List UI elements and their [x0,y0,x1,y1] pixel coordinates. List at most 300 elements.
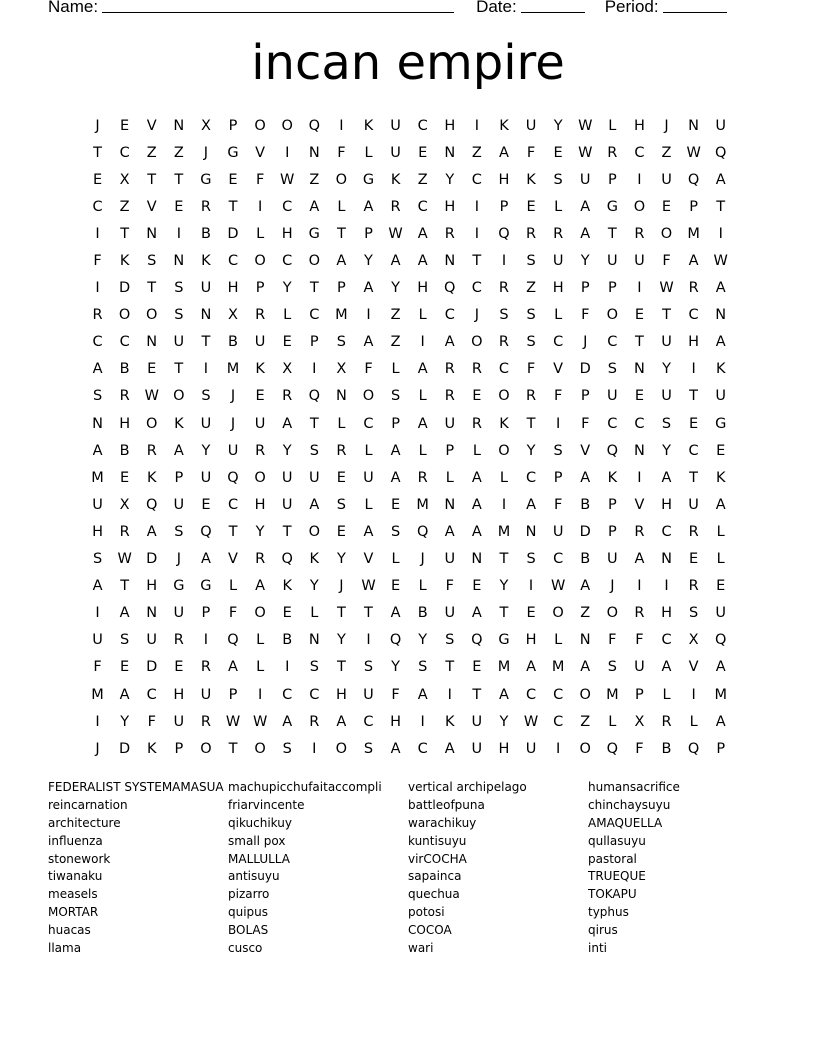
grid-cell[interactable]: W [225,713,241,730]
grid-cell[interactable]: Y [499,713,509,730]
grid-cell[interactable]: H [173,686,185,703]
grid-cell[interactable]: Z [526,280,537,297]
grid-cell[interactable]: S [282,740,292,757]
grid-cell[interactable]: J [176,551,181,568]
grid-cell[interactable]: C [525,469,537,486]
grid-cell[interactable]: A [580,469,591,486]
grid-cell[interactable]: T [662,307,671,324]
grid-cell[interactable]: R [200,659,211,676]
grid-cell[interactable]: F [228,605,238,622]
grid-cell[interactable]: U [254,415,266,432]
grid-cell[interactable]: L [391,551,400,568]
grid-cell[interactable]: I [366,307,371,324]
grid-cell[interactable]: W [578,144,593,161]
grid-cell[interactable]: T [472,253,482,270]
grid-cell[interactable]: A [363,198,374,215]
grid-cell[interactable]: I [95,280,100,297]
grid-cell[interactable]: E [526,198,536,215]
grid-cell[interactable]: Q [606,442,619,459]
grid-cell[interactable]: T [689,469,699,486]
grid-cell[interactable]: R [634,605,645,622]
grid-cell[interactable]: C [634,144,645,161]
grid-cell[interactable]: K [146,469,157,486]
grid-cell[interactable]: T [689,388,699,405]
grid-cell[interactable]: R [255,551,266,568]
grid-cell[interactable]: R [390,198,401,215]
grid-cell[interactable]: A [471,469,482,486]
grid-cell[interactable]: O [281,117,293,134]
grid-cell[interactable]: C [471,280,482,297]
grid-cell[interactable]: T [526,415,536,432]
grid-cell[interactable]: Z [580,713,591,730]
grid-cell[interactable]: T [634,334,644,351]
grid-cell[interactable]: K [390,171,401,188]
grid-cell[interactable]: F [93,253,102,270]
grid-cell[interactable]: M [335,307,348,324]
grid-cell[interactable]: K [715,361,726,378]
grid-cell[interactable]: E [553,144,563,161]
grid-cell[interactable]: Y [445,171,455,188]
grid-cell[interactable]: U [200,469,212,486]
grid-cell[interactable]: Y [309,578,319,595]
grid-cell[interactable]: U [173,605,185,622]
grid-cell[interactable]: P [635,686,644,703]
grid-cell[interactable]: H [661,496,672,513]
grid-cell[interactable]: R [498,334,509,351]
grid-cell[interactable]: H [525,632,537,649]
grid-cell[interactable]: W [578,117,593,134]
grid-cell[interactable]: T [336,225,346,242]
grid-cell[interactable]: A [119,686,130,703]
grid-cell[interactable]: R [444,388,455,405]
grid-cell[interactable]: T [201,334,211,351]
grid-cell[interactable]: C [661,632,672,649]
grid-cell[interactable]: R [173,632,184,649]
grid-cell[interactable]: U [715,605,727,622]
grid-cell[interactable]: I [718,225,723,242]
grid-cell[interactable]: H [417,280,429,297]
grid-cell[interactable]: S [526,551,536,568]
grid-cell[interactable]: I [637,469,642,486]
grid-cell[interactable]: T [499,605,509,622]
grid-cell[interactable]: U [471,740,483,757]
grid-cell[interactable]: Q [606,740,619,757]
grid-cell[interactable]: C [146,686,157,703]
grid-cell[interactable]: C [282,686,293,703]
grid-cell[interactable]: V [553,361,564,378]
grid-cell[interactable]: U [525,740,537,757]
grid-cell[interactable]: W [117,551,132,568]
grid-cell[interactable]: C [417,740,428,757]
grid-cell[interactable]: T [472,686,482,703]
grid-cell[interactable]: L [283,307,292,324]
grid-cell[interactable]: I [637,280,642,297]
grid-cell[interactable]: W [686,144,701,161]
grid-cell[interactable]: M [91,686,104,703]
grid-cell[interactable]: A [580,578,591,595]
grid-cell[interactable]: S [120,632,130,649]
grid-cell[interactable]: Q [281,551,293,568]
grid-cell[interactable]: P [580,280,590,297]
grid-cell[interactable]: L [391,361,400,378]
grid-cell[interactable]: U [661,388,672,405]
grid-cell[interactable]: J [610,578,615,595]
grid-cell[interactable]: R [688,523,699,540]
grid-cell[interactable]: R [200,713,211,730]
grid-cell[interactable]: E [472,578,482,595]
grid-cell[interactable]: C [688,442,699,459]
grid-cell[interactable]: C [227,496,239,513]
grid-cell[interactable]: R [607,144,618,161]
grid-cell[interactable]: U [661,334,672,351]
grid-cell[interactable]: A [526,659,536,676]
grid-cell[interactable]: A [336,713,347,730]
grid-cell[interactable]: A [580,225,591,242]
grid-cell[interactable]: T [228,523,238,540]
grid-cell[interactable]: N [633,361,645,378]
grid-cell[interactable]: A [715,713,726,730]
grid-cell[interactable]: A [498,686,509,703]
grid-cell[interactable]: C [553,551,564,568]
grid-cell[interactable]: U [308,469,320,486]
grid-cell[interactable]: V [146,198,157,215]
grid-cell[interactable]: S [363,659,374,676]
grid-cell[interactable]: B [580,551,591,568]
grid-cell[interactable]: X [200,117,211,134]
grid-cell[interactable]: I [447,686,452,703]
grid-cell[interactable]: Q [714,144,727,161]
grid-cell[interactable]: O [362,388,375,405]
grid-cell[interactable]: A [363,523,374,540]
grid-cell[interactable]: J [474,307,479,324]
grid-cell[interactable]: K [174,415,184,432]
grid-cell[interactable]: U [471,713,483,730]
grid-cell[interactable]: P [255,280,265,297]
grid-cell[interactable]: A [417,415,428,432]
grid-cell[interactable]: H [92,523,103,540]
grid-cell[interactable]: U [607,551,618,568]
grid-cell[interactable]: X [119,171,130,188]
grid-cell[interactable]: E [472,388,482,405]
grid-cell[interactable]: A [417,253,428,270]
grid-cell[interactable]: H [444,198,456,215]
grid-cell[interactable]: K [607,469,618,486]
grid-cell[interactable]: R [282,388,293,405]
grid-cell[interactable]: C [607,415,618,432]
grid-cell[interactable]: C [553,686,564,703]
grid-cell[interactable]: E [689,551,699,568]
grid-cell[interactable]: U [173,334,185,351]
grid-cell[interactable]: F [635,740,644,757]
grid-cell[interactable]: U [688,496,699,513]
grid-cell[interactable]: Q [471,632,483,649]
grid-cell[interactable]: I [312,740,317,757]
grid-cell[interactable]: Q [444,280,456,297]
grid-cell[interactable]: W [550,578,566,595]
grid-cell[interactable]: A [715,496,726,513]
grid-cell[interactable]: R [688,280,699,297]
grid-cell[interactable]: F [445,578,454,595]
grid-cell[interactable]: K [282,578,292,595]
grid-cell[interactable]: U [715,117,727,134]
grid-cell[interactable]: N [335,388,347,405]
grid-cell[interactable]: S [661,415,672,432]
grid-cell[interactable]: E [689,415,699,432]
grid-cell[interactable]: R [200,198,211,215]
grid-cell[interactable]: I [637,171,642,188]
grid-cell[interactable]: E [255,388,265,405]
grid-cell[interactable]: R [553,225,564,242]
grid-cell[interactable]: H [661,605,672,622]
grid-cell[interactable]: O [254,117,266,134]
grid-cell[interactable]: F [526,361,536,378]
grid-cell[interactable]: S [689,605,699,622]
grid-cell[interactable]: U [552,523,564,540]
grid-cell[interactable]: V [228,551,238,568]
grid-cell[interactable]: C [688,307,699,324]
grid-cell[interactable]: V [688,659,699,676]
grid-cell[interactable]: T [120,225,130,242]
grid-cell[interactable]: U [173,713,185,730]
grid-cell[interactable]: N [715,307,727,324]
name-blank[interactable] [102,0,454,13]
grid-cell[interactable]: I [339,117,344,134]
grid-cell[interactable]: W [361,578,376,595]
grid-cell[interactable]: S [553,171,563,188]
grid-cell[interactable]: I [691,361,696,378]
grid-cell[interactable]: F [581,415,590,432]
grid-cell[interactable]: C [607,334,618,351]
grid-cell[interactable]: A [309,198,320,215]
grid-cell[interactable]: I [664,578,669,595]
grid-cell[interactable]: S [309,442,319,459]
grid-cell[interactable]: L [418,307,427,324]
grid-cell[interactable]: I [257,198,263,215]
grid-cell[interactable]: M [714,686,727,703]
grid-cell[interactable]: V [146,117,157,134]
grid-cell[interactable]: N [146,334,158,351]
grid-cell[interactable]: C [363,415,374,432]
grid-cell[interactable]: E [147,361,157,378]
grid-cell[interactable]: A [390,469,401,486]
grid-cell[interactable]: I [691,686,696,703]
grid-cell[interactable]: B [119,361,130,378]
grid-cell[interactable]: M [91,469,104,486]
grid-cell[interactable]: V [580,442,591,459]
grid-cell[interactable]: A [228,659,238,676]
grid-cell[interactable]: A [580,659,591,676]
grid-cell[interactable]: O [254,469,266,486]
grid-cell[interactable]: C [227,253,239,270]
grid-cell[interactable]: O [552,605,564,622]
grid-cell[interactable]: A [390,605,401,622]
grid-cell[interactable]: A [390,442,401,459]
grid-cell[interactable]: M [226,361,240,378]
grid-cell[interactable]: E [472,659,482,676]
grid-cell[interactable]: A [363,334,374,351]
grid-cell[interactable]: X [228,307,238,324]
grid-cell[interactable]: E [661,198,672,215]
grid-cell[interactable]: R [498,280,509,297]
grid-cell[interactable]: H [688,334,700,351]
grid-cell[interactable]: P [445,442,455,459]
grid-cell[interactable]: I [176,225,181,242]
grid-cell[interactable]: E [174,659,184,676]
grid-cell[interactable]: M [497,523,511,540]
grid-cell[interactable]: S [607,361,617,378]
grid-cell[interactable]: E [92,171,103,188]
grid-cell[interactable]: P [607,280,617,297]
grid-cell[interactable]: P [580,388,590,405]
grid-cell[interactable]: K [499,117,509,134]
grid-cell[interactable]: C [471,171,482,188]
grid-cell[interactable]: T [282,523,292,540]
grid-cell[interactable]: F [581,307,590,324]
grid-cell[interactable]: O [606,605,619,622]
grid-cell[interactable]: T [93,144,102,161]
grid-cell[interactable]: F [255,171,265,188]
grid-cell[interactable]: M [416,496,429,513]
grid-cell[interactable]: F [337,144,346,161]
grid-cell[interactable]: P [174,740,184,757]
grid-cell[interactable]: A [471,496,482,513]
grid-cell[interactable]: X [688,632,699,649]
grid-cell[interactable]: T [309,280,319,297]
grid-cell[interactable]: I [285,144,290,161]
grid-cell[interactable]: G [200,171,212,188]
grid-cell[interactable]: Q [498,225,510,242]
grid-cell[interactable]: Y [255,523,265,540]
grid-cell[interactable]: K [363,117,374,134]
grid-cell[interactable]: A [580,198,591,215]
grid-cell[interactable]: E [120,659,130,676]
grid-cell[interactable]: F [526,144,536,161]
grid-cell[interactable]: O [498,388,510,405]
grid-cell[interactable]: S [526,307,536,324]
grid-cell[interactable]: U [200,280,212,297]
grid-cell[interactable]: C [282,253,293,270]
grid-cell[interactable]: S [201,388,211,405]
grid-cell[interactable]: C [661,523,672,540]
grid-cell[interactable]: E [390,578,401,595]
grid-cell[interactable]: C [92,334,103,351]
grid-cell[interactable]: I [474,198,479,215]
grid-cell[interactable]: T [364,605,373,622]
grid-cell[interactable]: H [227,280,239,297]
grid-cell[interactable]: C [525,686,537,703]
grid-cell[interactable]: O [579,686,591,703]
grid-cell[interactable]: R [471,415,482,432]
grid-cell[interactable]: V [255,144,266,161]
grid-cell[interactable]: K [119,253,130,270]
grid-cell[interactable]: S [526,334,536,351]
grid-cell[interactable]: Q [227,469,239,486]
grid-cell[interactable]: N [525,523,537,540]
grid-cell[interactable]: N [444,144,456,161]
grid-cell[interactable]: N [146,225,158,242]
grid-cell[interactable]: E [174,198,184,215]
grid-cell[interactable]: S [499,307,509,324]
grid-cell[interactable]: Y [662,442,671,459]
grid-cell[interactable]: O [146,415,158,432]
grid-cell[interactable]: Q [308,388,320,405]
grid-cell[interactable]: Q [687,171,700,188]
grid-cell[interactable]: A [715,280,726,297]
grid-cell[interactable]: A [444,334,455,351]
grid-cell[interactable]: W [713,253,728,270]
grid-cell[interactable]: A [417,361,428,378]
grid-cell[interactable]: U [173,496,185,513]
grid-cell[interactable]: J [583,334,588,351]
grid-cell[interactable]: S [390,523,401,540]
grid-cell[interactable]: T [120,578,130,595]
grid-cell[interactable]: S [363,740,374,757]
grid-cell[interactable]: P [391,415,400,432]
grid-cell[interactable]: D [119,740,131,757]
grid-cell[interactable]: T [147,171,157,188]
grid-cell[interactable]: A [336,253,347,270]
grid-cell[interactable]: L [418,388,427,405]
grid-cell[interactable]: Y [553,117,563,134]
grid-cell[interactable]: R [119,388,130,405]
grid-cell[interactable]: I [285,659,290,676]
grid-cell[interactable]: F [93,659,102,676]
grid-cell[interactable]: F [635,632,644,649]
grid-cell[interactable]: U [390,144,401,161]
grid-cell[interactable]: R [471,361,482,378]
grid-cell[interactable]: A [471,605,482,622]
grid-cell[interactable]: D [146,659,158,676]
grid-cell[interactable]: O [471,334,483,351]
grid-cell[interactable]: K [715,469,726,486]
grid-cell[interactable]: M [606,686,619,703]
grid-cell[interactable]: P [607,171,617,188]
grid-cell[interactable]: J [95,740,100,757]
grid-cell[interactable]: S [92,551,103,568]
grid-cell[interactable]: A [173,442,184,459]
grid-cell[interactable]: O [200,740,212,757]
grid-cell[interactable]: O [173,388,185,405]
grid-cell[interactable]: N [661,551,672,568]
grid-cell[interactable]: O [498,442,510,459]
grid-cell[interactable]: K [255,361,265,378]
grid-cell[interactable]: F [608,632,617,649]
grid-cell[interactable]: P [174,469,184,486]
grid-cell[interactable]: J [230,415,236,432]
grid-cell[interactable]: A [390,740,401,757]
grid-cell[interactable]: A [661,659,672,676]
grid-cell[interactable]: Y [282,280,292,297]
grid-cell[interactable]: F [662,253,671,270]
grid-cell[interactable]: A [119,605,130,622]
grid-cell[interactable]: Q [227,632,239,649]
grid-cell[interactable]: N [308,632,320,649]
grid-cell[interactable]: Q [389,632,402,649]
grid-cell[interactable]: E [282,605,292,622]
grid-cell[interactable]: G [606,198,618,215]
grid-cell[interactable]: Y [201,442,211,459]
grid-cell[interactable]: U [607,388,618,405]
grid-cell[interactable]: J [95,117,100,134]
grid-cell[interactable]: U [281,469,293,486]
grid-cell[interactable]: U [254,334,266,351]
grid-cell[interactable]: O [146,307,158,324]
grid-cell[interactable]: H [281,225,293,242]
grid-cell[interactable]: T [336,605,346,622]
grid-cell[interactable]: B [282,632,293,649]
grid-cell[interactable]: I [637,578,642,595]
grid-cell[interactable]: A [255,578,266,595]
